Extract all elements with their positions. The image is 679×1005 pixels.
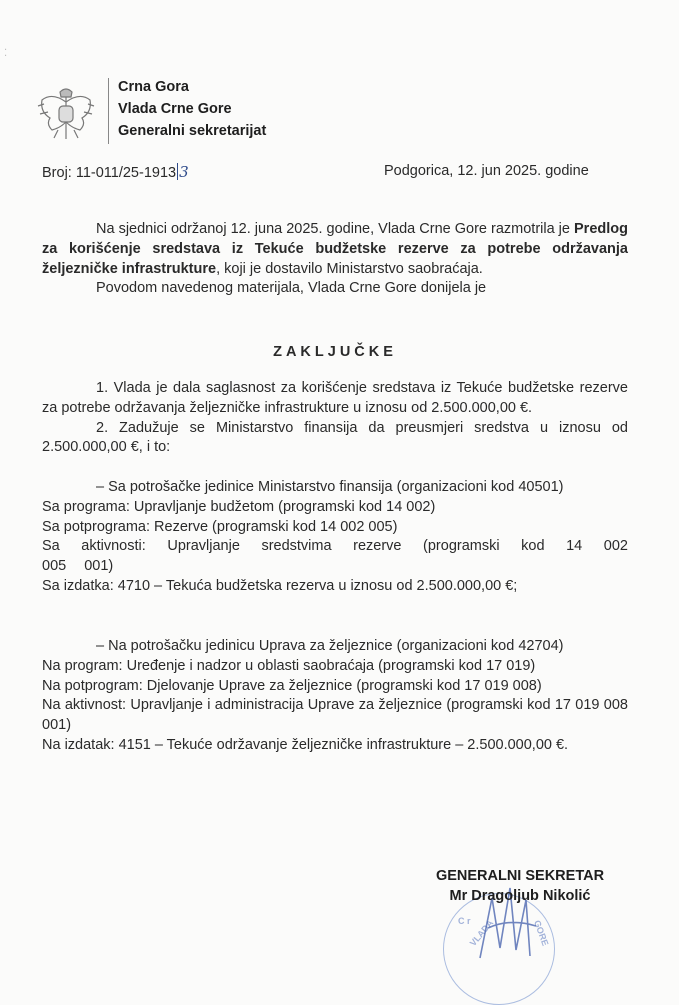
handwritten-slash [177,163,178,180]
to-program: Na program: Uređenje i nadzor u oblasti saobraćaja (programski kod 17 019) [42,657,536,674]
country-name: Crna Gora [118,79,189,95]
from-activity [42,537,628,577]
to-unit: – Na potrošačku jedinicu Uprava za željeznice (organizacioni kod 42704) [96,638,564,654]
from-subprogram: Sa potprograma: Rezerve (programski kod 14 002 005) [42,518,398,535]
intro-text-end: , koji je dostavilo Ministarstvo saobraćaja. [216,260,483,277]
intro-paragraph [42,220,628,279]
stamp-text-left: C r [458,916,471,926]
office-name: Generalni sekretarijat [118,123,267,139]
from-activity-text: Sa aktivnosti: Upravljanje sredstvima rezerve (programski kod 14 002 005 001) [42,538,628,575]
document-number [42,163,189,181]
document-number-text: Broj: 11-011/25-1913 [42,165,177,181]
from-expense: Sa izdatka: 4710 – Tekuća budžetska rezerva u iznosu od 2.500.000,00 €; [42,577,518,594]
section-heading: ZAKLJUČKE [273,344,397,360]
handwritten-suffix: 3 [179,163,189,181]
stamp-text-arc: VLADA [467,917,496,949]
to-activity: Na aktivnost: Upravljanje i administracija Uprave za željeznice (programski kod 17 019 008 001) [42,697,628,734]
from-program: Sa programa: Upravljanje budžetom (programski kod 14 002) [42,498,436,515]
from-unit: – Sa potrošačke jedinice Ministarstvo finansija (organizacioni kod 40501) [96,479,564,495]
conclusions [42,379,628,458]
stamp-text-right: GORE [532,918,551,948]
intro-text-start: Na sjednici održanoj 12. juna 2025. godine, Vlada Crne Gore razmotrila je [96,221,575,237]
scan-margin-mark: ⁚ [4,48,8,59]
place-date: Podgorica, 12. jun 2025. godine [384,163,589,179]
transfer-from-block [42,478,628,597]
transfer-to-block [42,637,628,756]
coat-of-arms-icon [36,84,96,140]
to-subprogram: Na potprogram: Djelovanje Uprave za željeznice (programski kod 17 019 008) [42,677,542,694]
signatory-title: GENERALNI SEKRETAR [435,868,605,884]
conclusion-2: 2. Zadužuje se Ministarstvo finansija da preusmjeri sredstva u iznosu od 2.500.000,00 €, i to: [42,419,628,456]
signature-block [400,866,640,906]
conclusion-1: 1. Vlada je dala saglasnost za korišćenje sredstava iz Tekuće budžetske rezerve za potrebe održavanja željezničke infrastrukture u iznosu od 2.500.000,00 €. [42,380,628,416]
to-expense: Na izdatak: 4151 – Tekuće održavanje željezničke infrastrukture – 2.500.000,00 €. [42,736,569,753]
signatory-name: Mr Dragoljub Nikolić [449,888,591,904]
intro-section [42,220,628,299]
proposal-title: Predlog za korišćenje sredstava iz Tekuće budžetske rezerve za potrebe održavanja željezničke infrastrukture [42,221,628,277]
letterhead-divider [108,78,109,144]
government-name: Vlada Crne Gore [118,101,232,117]
decision-intro: Povodom navedenog materijala, Vlada Crne Gore donijela je [96,280,487,297]
